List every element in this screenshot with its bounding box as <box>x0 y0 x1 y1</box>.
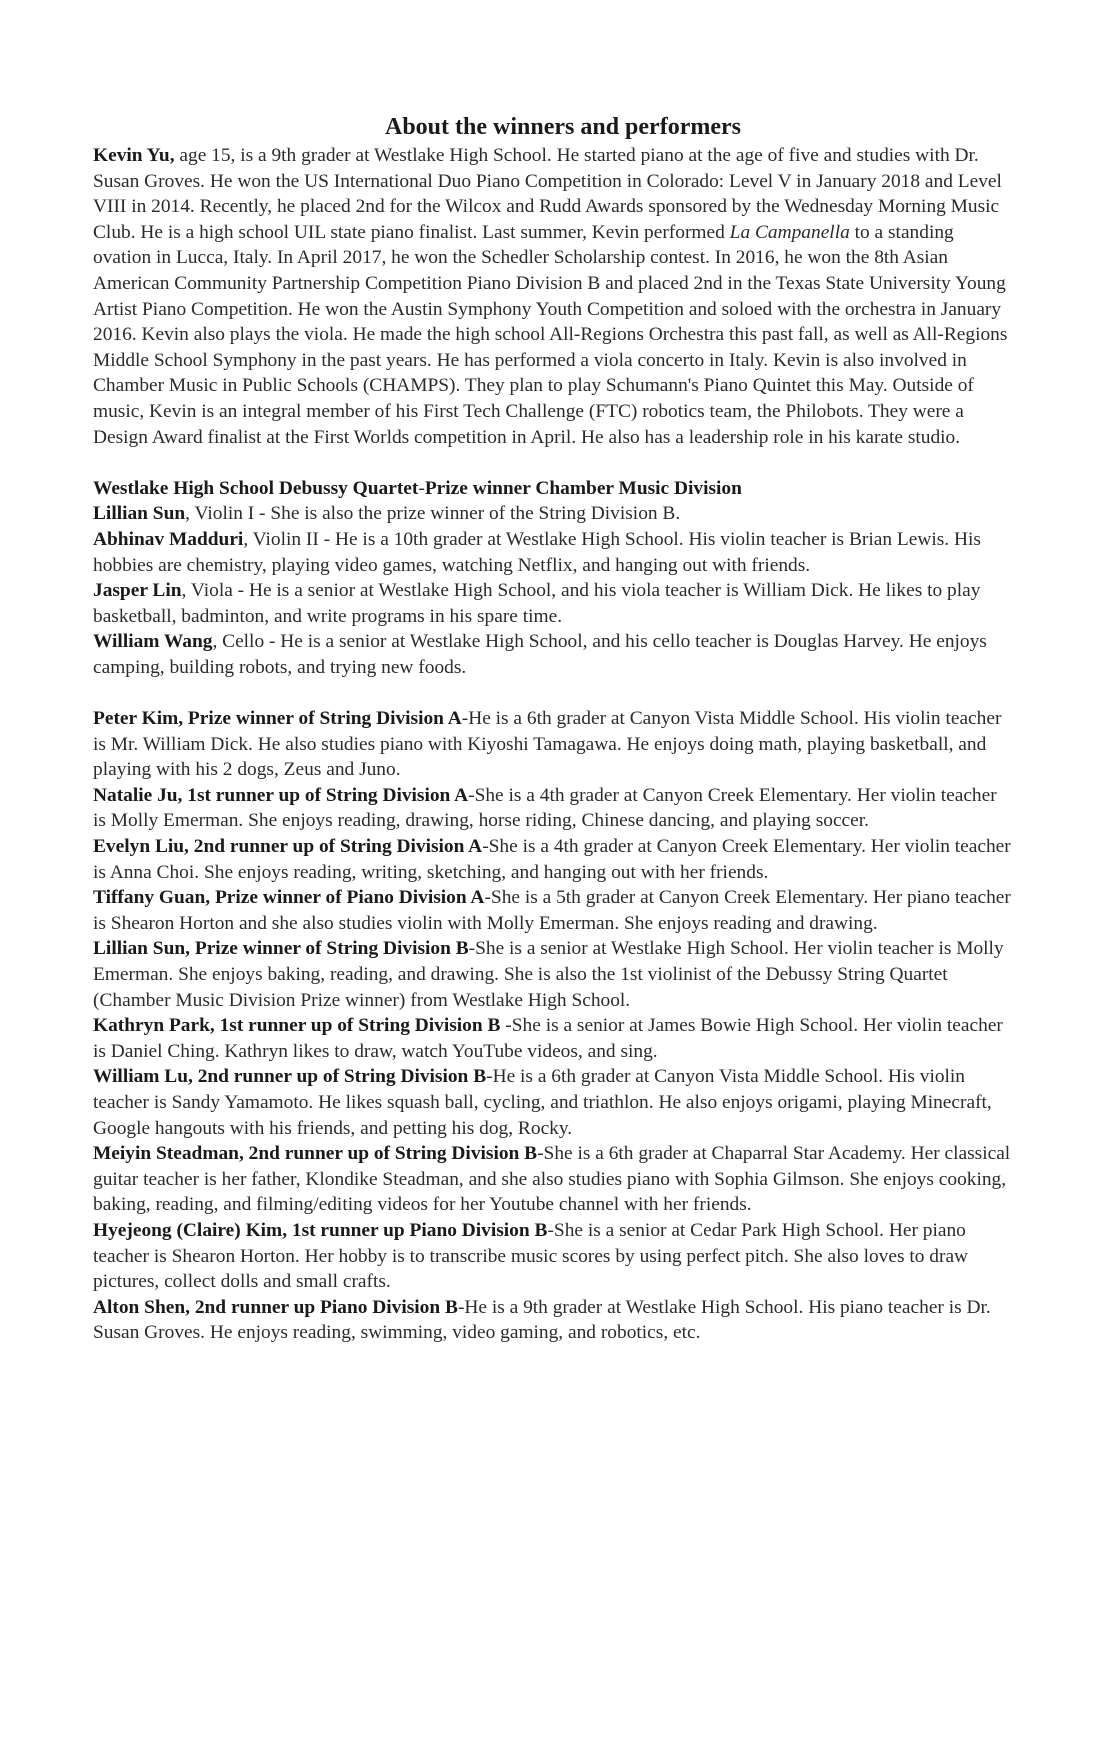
quartet-heading <box>93 476 1013 502</box>
winner-text: -She is a senior at James Bowie High School. Her violin teacher is Daniel Ching. Kathryn likes to draw, watch YouTube videos, and sing. <box>93 1015 1003 1062</box>
winner-entry <box>93 936 1013 1013</box>
winner-name: Tiffany Guan, Prize winner of Piano Division A <box>93 887 485 909</box>
winner-name: Lillian Sun, Prize winner of String Division B <box>93 938 469 960</box>
piece-title: La Campanella <box>729 221 850 243</box>
document-page <box>93 113 1013 1346</box>
winner-text: -He is a 6th grader at Canyon Vista Middle School. His violin teacher is Sandy Yamamoto. He likes squash ball, cycling, and triathlon. He also enjoys origami, playing Minecraft, Google hangouts with his friends, and petting his dog, Rocky. <box>93 1066 992 1139</box>
winner-text: -He is a 9th grader at Westlake High School. His piano teacher is Dr. Susan Groves. He enjoys reading, swimming, video gaming, and robotics, etc. <box>93 1296 991 1344</box>
winner-entry <box>93 1218 1013 1295</box>
quartet-heading-sep: - <box>418 477 425 499</box>
winner-name: Alton Shen, 2nd runner up Piano Division B <box>93 1296 458 1318</box>
winner-text: -She is a senior at Westlake High School. Her violin teacher is Molly Emerman. She enjoys baking, reading, and drawing. She is also the 1st violinist of the Debussy String Quartet (Chamber Music Division Prize winner) from Westlake High School. <box>93 938 1004 1011</box>
quartet-heading-award: Prize winner Chamber Music Division <box>424 477 742 499</box>
quartet-member <box>93 578 1013 629</box>
member-name: Jasper Lin <box>93 580 182 602</box>
paragraph-gap <box>93 450 1013 476</box>
winner-entry <box>93 1013 1013 1064</box>
member-text: , Violin II - He is a 10th grader at Westlake High School. His violin teacher is Brian Lewis. His hobbies are chemistry, playing video games, watching Netflix, and hanging out with friends. <box>93 528 981 576</box>
winner-name: Natalie Ju, 1st runner up of String Division A <box>93 784 469 806</box>
winner-name: Evelyn Liu, 2nd runner up of String Division A <box>93 836 483 858</box>
winner-entry <box>93 1295 1013 1346</box>
quartet-member <box>93 629 1013 680</box>
winner-text: -She is a senior at Cedar Park High School. Her piano teacher is Shearon Horton. Her hobby is to transcribe music scores by using perfect pitch. She also loves to draw pictures, collect dolls and small crafts. <box>93 1219 969 1293</box>
bio-name: Kevin Yu, <box>93 145 175 166</box>
winner-entry <box>93 783 1013 834</box>
winner-name: Kathryn Park, 1st runner up of String Division B <box>93 1015 501 1037</box>
bio-text: to a standing ovation in Lucca, Italy. In April 2017, he won the Schedler Scholarship contest. In 2016, he won the 8th Asian American Community Partnership Competition Piano Division B and placed 2nd in the Texas State University Young Artist Piano Competition. He won the Austin Symphony Youth Competition and soloed with the orchestra in January 2016. Kevin also plays the viola. He made the high school All-Regions Orchestra this past fall, as well as All-Regions Middle School Symphony in the past years. He has performed a viola concerto in Italy. Kevin is also involved in Chamber Music in Public Schools (CHAMPS). They plan to play Schumann's Piano Quintet this May. Outside of music, Kevin is an integral member of his First Tech Challenge (FTC) robotics team, the Philobots. They were a Design Award finalist at the First Worlds competition in April. He also has a leadership role in his karate studio. <box>93 221 1008 448</box>
winner-text: -She is a 6th grader at Chaparral Star Academy. Her classical guitar teacher is her father, Klondike Steadman, and she also studies piano with Sophia Gilmson. She enjoys cooking, baking, reading, and filming/editing videos for her Youtube channel with her friends. <box>93 1143 1011 1216</box>
paragraph-gap <box>93 680 1013 706</box>
winner-entry <box>93 1064 1013 1141</box>
member-name: Lillian Sun <box>93 503 186 525</box>
member-text: , Cello - He is a senior at Westlake High School, and his cello teacher is Douglas Harvey. He enjoys camping, building robots, and trying new foods. <box>93 631 987 678</box>
member-text: , Violin I - She is also the prize winner of the String Division B. <box>185 503 681 525</box>
member-name: William Wang <box>93 631 213 653</box>
winner-text: -She is a 5th grader at Canyon Creek Elementary. Her piano teacher is Shearon Horton and she also studies violin with Molly Emerman. She enjoys reading and drawing. <box>93 887 1011 934</box>
bio-kevin-yu <box>93 143 1013 450</box>
winner-entry <box>93 706 1013 783</box>
page-title: About the winners and performers <box>385 114 741 140</box>
quartet-member <box>93 527 1013 578</box>
winner-text: -She is a 4th grader at Canyon Creek Elementary. Her violin teacher is Anna Choi. She enjoys reading, writing, sketching, and hanging out with her friends. <box>93 836 1011 883</box>
winner-text: -He is a 6th grader at Canyon Vista Middle School. His violin teacher is Mr. William Dick. He also studies piano with Kiyoshi Tamagawa. He enjoys doing math, playing basketball, and playing with his 2 dogs, Zeus and Juno. <box>93 708 1002 781</box>
winner-entry <box>93 1141 1013 1218</box>
winner-entry <box>93 885 1013 936</box>
winner-name: Hyejeong (Claire) Kim, 1st runner up Piano Division B <box>93 1219 548 1241</box>
quartet-heading-name: Westlake High School Debussy Quartet <box>93 477 419 499</box>
winner-name: Meiyin Steadman, 2nd runner up of String Division B <box>93 1143 538 1165</box>
winner-text: -She is a 4th grader at Canyon Creek Elementary. Her violin teacher is Molly Emerman. She enjoys reading, drawing, horse riding, Chinese dancing, and playing soccer. <box>93 784 997 832</box>
bio-text: age 15, is a 9th grader at Westlake High School. He started piano at the age of five and studies with Dr. Susan Groves. He won the US International Duo Piano Competition in Colorado: Level V in January 2018 and Level VIII in 2014. Recently, he placed 2nd for the Wilcox and Rudd Awards sponsored by the Wednesday Morning Music Club. He is a high school UIL state piano finalist. Last summer, Kevin performed <box>93 145 1002 243</box>
quartet-member <box>93 501 1013 527</box>
member-text: , Viola - He is a senior at Westlake High School, and his viola teacher is William Dick. He likes to play basketball, badminton, and write programs in his spare time. <box>93 580 981 627</box>
winner-entry <box>93 834 1013 885</box>
winner-name: William Lu, 2nd runner up of String Division B <box>93 1066 487 1088</box>
winner-name: Peter Kim, Prize winner of String Division A <box>93 708 462 730</box>
member-name: Abhinav Madduri <box>93 528 244 550</box>
